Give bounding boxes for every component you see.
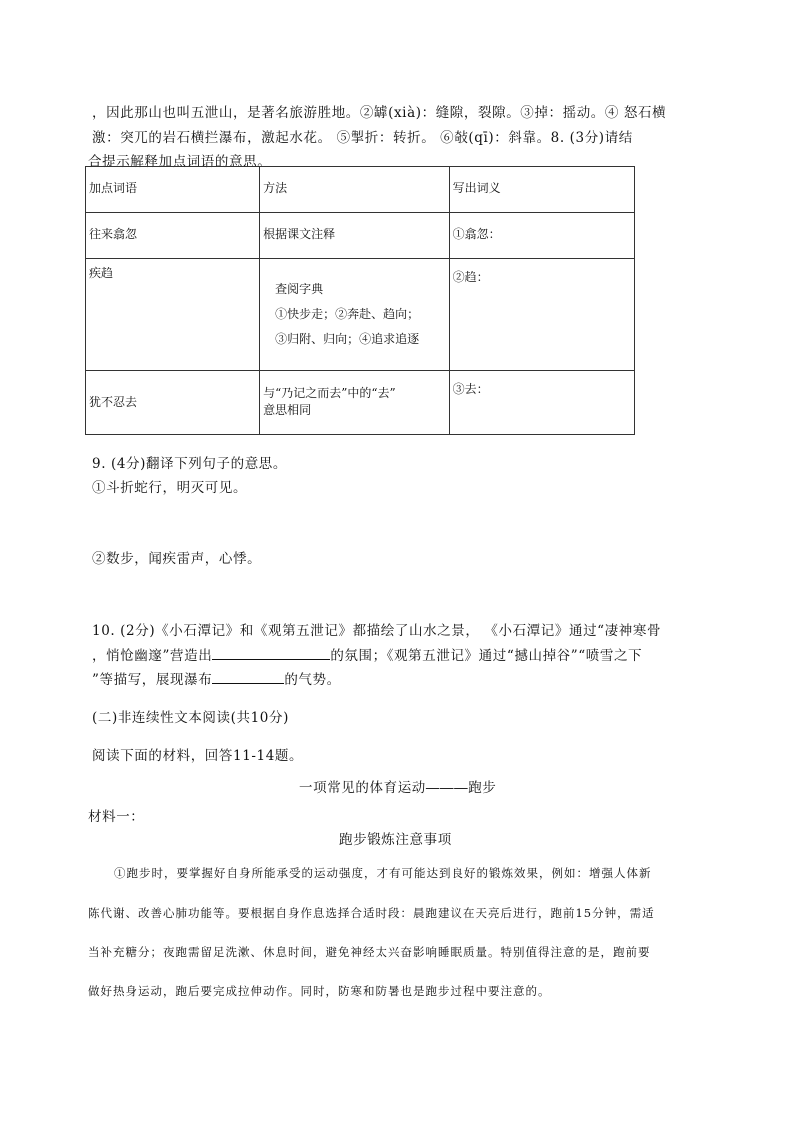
table-row — [86, 371, 635, 435]
paragraph-line: 当补充糖分；夜跑需留足洗漱、休息时间，避免神经太兴奋影响睡眠质量。特别值得注意的是，跑前要 — [88, 945, 651, 959]
notes-line-3: 合提示解释加点词语的意思。 — [88, 154, 272, 170]
header-method: 方法 — [260, 167, 449, 213]
q10-line-1: 10. (2分)《小石潭记》和《观第五泄记》都描绘了山水之景， 《小石潭记》通过“凄神寒骨 — [92, 623, 662, 639]
q9-prompt: 9. (4分)翻译下列句子的意思。 — [92, 456, 287, 472]
method-line: 意思相同 — [263, 403, 312, 418]
row-answer: ③去： — [449, 371, 634, 435]
q9-sentence-1: ①斗折蛇行，明灭可见。 — [92, 480, 248, 496]
q10-line-2-a: ，悄怆幽邃”营造出 — [92, 648, 213, 664]
answer-blank-1[interactable] — [212, 645, 330, 660]
table-row — [86, 213, 635, 259]
article-title: 一项常见的体育运动———跑步 — [299, 780, 497, 795]
row-word: 疾趋 — [86, 259, 260, 371]
paragraph-line: ①跑步时，要掌握好自身所能承受的运动强度，才有可能达到良好的锻炼效果，例如：增强人体新 — [114, 866, 652, 880]
q10-line-2 — [92, 644, 642, 664]
row-word: 往来翕忽 — [86, 213, 260, 259]
q10-line-2-b: 的氛围；《观第五泄记》通过“撼山掉谷”“喷雪之下 — [330, 648, 643, 664]
notes-line-2: 激：突兀的岩石横拦瀑布，激起水花。 ⑤掣折：转折。 ⑥敧(qī)：斜靠。8. (3分)请结 — [92, 130, 633, 146]
row-method — [260, 259, 449, 371]
row-answer: ②趋： — [449, 259, 634, 371]
q10-line-3-a: ”等描写，展现瀑布 — [92, 672, 213, 688]
paragraph-line: 陈代谢、改善心肺功能等。要根据自身作息选择合适时段：晨跑建议在天亮后进行，跑前15分钟，需适 — [88, 906, 655, 920]
q9-sentence-2: ②数步，闻疾雷声，心悸。 — [92, 551, 262, 567]
section-instruction: 阅读下面的材料，回答11-14题。 — [92, 748, 304, 764]
method-line: 查阅字典 — [275, 282, 324, 296]
header-word: 加点词语 — [86, 167, 260, 213]
q10-line-3 — [92, 668, 341, 688]
method-line: 与“乃记之而去”中的“去” — [263, 386, 396, 400]
section-heading: (二)非连续性文本阅读(共10分) — [92, 710, 289, 726]
header-meaning: 写出词义 — [449, 167, 634, 213]
method-line: ①快步走；②奔赴、趋向； — [275, 307, 420, 322]
row-answer: ①翕忽： — [449, 213, 634, 259]
row-method — [260, 371, 449, 435]
material-title: 跑步锻炼注意事项 — [339, 832, 452, 847]
q10-line-3-b: 的气势。 — [284, 672, 341, 688]
method-line: ③归附、归向；④追求追逐 — [275, 332, 420, 347]
answer-blank-2[interactable] — [212, 669, 284, 684]
paragraph-line: 做好热身运动，跑后要完成拉伸动作。同时，防寒和防暑也是跑步过程中要注意的。 — [88, 984, 551, 998]
hint-table — [85, 166, 635, 435]
row-method: 根据课文注释 — [260, 213, 449, 259]
table-row — [86, 259, 635, 371]
material-label: 材料一： — [88, 809, 145, 824]
notes-line-1: ，因此那山也叫五泄山，是著名旅游胜地。②罅(xià)：缝隙，裂隙。③掉：摇动。④ 怒石横 — [92, 105, 667, 121]
table-header-row — [86, 167, 635, 213]
row-word: 犹不忍去 — [86, 371, 260, 435]
